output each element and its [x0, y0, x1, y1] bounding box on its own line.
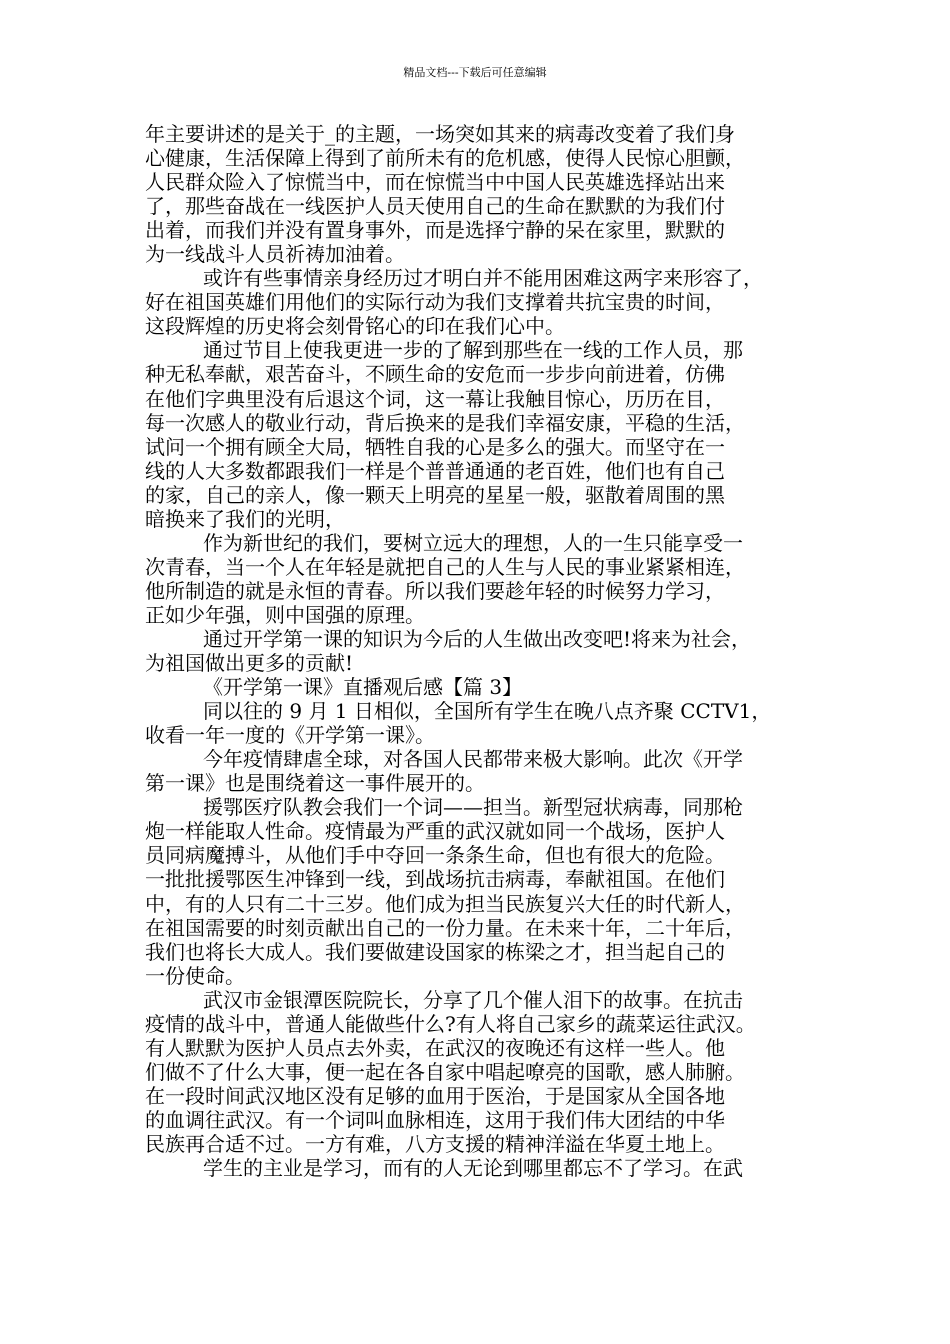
text-line: 种无私奉献，艰苦奋斗，不顾生命的安危而一步步向前进着，仿佛 [145, 362, 725, 387]
text-line: 第一课》也是围绕着这一事件展开的。 [145, 771, 485, 796]
text-line: 同以往的 9 月 1 日相似，全国所有学生在晚八点齐聚 CCTV1， [203, 699, 772, 724]
text-line: 次青春，当一个人在年轻是就把自己的人生与人民的事业紧紧相连， [145, 554, 745, 579]
text-line: 出着，而我们并没有置身事外，而是选择宁静的呆在家里，默默的 [145, 218, 725, 243]
text-line: 今年疫情肆虐全球，对各国人民都带来极大影响。此次《开学 [203, 747, 743, 772]
text-line: 我们也将长大成人。我们要做建设国家的栋梁之才，担当起自己的 [145, 939, 725, 964]
text-line: 为一线战斗人员祈祷加油着。 [145, 242, 405, 267]
text-line: 作为新世纪的我们，要树立远大的理想，人的一生只能享受一 [203, 530, 743, 555]
text-line: 或许有些事情亲身经历过才明白并不能用困难这两字来形容了， [203, 266, 763, 291]
text-line: 炮一样能取人性命。疫情最为严重的武汉就如同一个战场，医护人 [145, 819, 725, 844]
text-line: 收看一年一度的《开学第一课》。 [145, 723, 435, 748]
text-line: 的血调往武汉。有一个词叫血脉相连，这用于我们伟大团结的中华 [145, 1107, 725, 1132]
text-line: 暗换来了我们的光明， [145, 506, 345, 531]
text-line: 援鄂医疗队教会我们一个词——担当。新型冠状病毒，同那枪 [203, 795, 743, 820]
text-line: 了，那些奋战在一线医护人员天使用自己的生命在默默的为我们付 [145, 194, 725, 219]
text-line: 人民群众险入了惊慌当中，而在惊慌当中中国人民英雄选择站出来 [145, 170, 725, 195]
document-body [145, 122, 815, 1180]
text-line: 在祖国需要的时刻贡献出自己的一份力量。在未来十年，二十年后， [145, 915, 745, 940]
text-line: 通过开学第一课的知识为今后的人生做出改变吧!将来为社会， [203, 626, 752, 651]
page-header: 精品文档---下载后可任意编辑 [403, 66, 547, 79]
text-line: 这段辉煌的历史将会刻骨铭心的印在我们心中。 [145, 314, 565, 339]
text-line: 每一次感人的敬业行动，背后换来的是我们幸福安康，平稳的生活， [145, 410, 745, 435]
text-line: 通过节目上使我更进一步的了解到那些在一线的工作人员，那 [203, 338, 743, 363]
text-line: 们做不了什么大事，便一起在各自家中唱起嘹亮的国歌，感人肺腑。 [145, 1059, 745, 1084]
text-line: 《开学第一课》直播观后感【篇 3】 [203, 675, 523, 700]
text-line: 他所制造的就是永恒的青春。所以我们要趁年轻的时候努力学习， [145, 578, 725, 603]
text-line: 正如少年强，则中国强的原理。 [145, 602, 425, 627]
text-line: 有人默默为医护人员点去外卖，在武汉的夜晚还有这样一些人。他 [145, 1035, 725, 1060]
text-line: 一份使命。 [145, 963, 245, 988]
text-line: 员同病魔搏斗，从他们手中夺回一条条生命，但也有很大的危险。 [145, 843, 725, 868]
text-line: 在他们字典里没有后退这个词，这一幕让我触目惊心，历历在目， [145, 386, 725, 411]
text-line: 民族再合适不过。一方有难，八方支援的精神洋溢在华夏土地上。 [145, 1131, 725, 1156]
text-line: 好在祖国英雄们用他们的实际行动为我们支撑着共抗宝贵的时间， [145, 290, 725, 315]
text-line: 为祖国做出更多的贡献! [145, 651, 354, 676]
text-line: 心健康，生活保障上得到了前所未有的危机感，使得人民惊心胆颤， [145, 146, 745, 171]
text-line: 疫情的战斗中，普通人能做些什么?有人将自己家乡的蔬菜运往武汉。 [145, 1011, 756, 1036]
text-line: 一批批援鄂医生冲锋到一线，到战场抗击病毒，奉献祖国。在他们 [145, 867, 725, 892]
text-line: 在一段时间武汉地区没有足够的血用于医治，于是国家从全国各地 [145, 1083, 725, 1108]
text-line: 中，有的人只有二十三岁。他们成为担当民族复兴大任的时代新人， [145, 891, 745, 916]
text-line: 试问一个拥有顾全大局，牺牲自我的心是多么的强大。而坚守在一 [145, 434, 725, 459]
text-line: 学生的主业是学习，而有的人无论到哪里都忘不了学习。在武 [203, 1156, 743, 1181]
text-line: 的家，自己的亲人，像一颗天上明亮的星星一般，驱散着周围的黑 [145, 482, 725, 507]
text-line: 线的人大多数都跟我们一样是个普普通通的老百姓，他们也有自己 [145, 458, 725, 483]
text-line: 武汉市金银潭医院院长，分享了几个催人泪下的故事。在抗击 [203, 987, 743, 1012]
text-line: 年主要讲述的是关于_的主题，一场突如其来的病毒改变着了我们身 [145, 122, 735, 146]
